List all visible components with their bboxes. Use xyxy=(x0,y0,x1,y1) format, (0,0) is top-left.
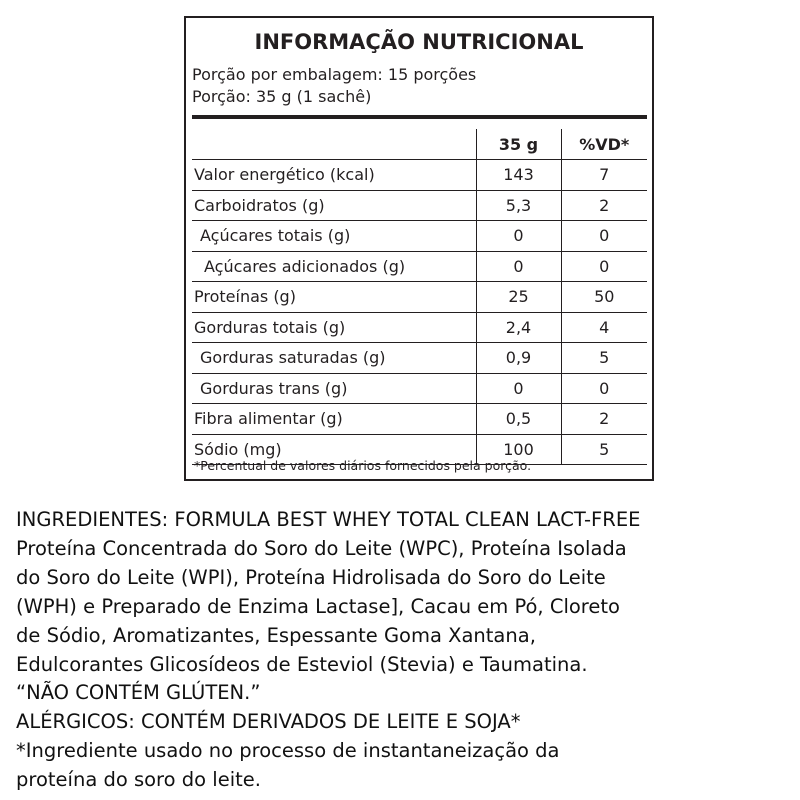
nutrition-facts-label xyxy=(184,16,654,481)
portion-info xyxy=(192,64,476,108)
ingredients-line: INGREDIENTES: FORMULA BEST WHEY TOTAL CLEAN LACT-FREE xyxy=(16,508,641,531)
row-amount: 0,5 xyxy=(476,404,561,435)
table-row xyxy=(192,312,647,343)
gluten-statement: “NÃO CONTÉM GLÚTEN.” xyxy=(16,681,261,705)
divider-thick xyxy=(192,115,647,119)
row-dv: 7 xyxy=(561,160,647,191)
header-amount: 35 g xyxy=(476,129,561,160)
table-row xyxy=(192,373,647,404)
serving-size: Porção: 35 g (1 sachê) xyxy=(192,87,372,106)
ingredients-text xyxy=(16,506,796,795)
row-amount: 25 xyxy=(476,282,561,313)
ingredients-line: do Soro do Leite (WPI), Proteína Hidrolisada do Soro do Leite xyxy=(16,565,606,589)
dv-footnote: *Percentual de valores diários fornecidos pela porção. xyxy=(194,458,532,473)
row-dv: 50 xyxy=(561,282,647,313)
header-dv: %VD* xyxy=(561,129,647,160)
table-row xyxy=(192,160,647,191)
ingredients-footnote-line: proteína do soro do leite. xyxy=(16,768,261,792)
nutrition-table xyxy=(192,129,647,465)
ingredients-line: (WPH) e Preparado de Enzima Lactase], Cacau em Pó, Cloreto xyxy=(16,594,620,618)
row-name: Açúcares adicionados (g) xyxy=(192,251,476,282)
row-amount: 0 xyxy=(476,251,561,282)
row-dv: 5 xyxy=(561,434,647,465)
ingredients-line: Edulcorantes Glicosídeos de Esteviol (Stevia) e Taumatina. xyxy=(16,652,588,676)
row-dv: 0 xyxy=(561,373,647,404)
row-dv: 5 xyxy=(561,343,647,374)
table-row xyxy=(192,343,647,374)
ingredients-line: de Sódio, Aromatizantes, Espessante Goma Xantana, xyxy=(16,623,536,647)
row-dv: 0 xyxy=(561,221,647,252)
table-row xyxy=(192,282,647,313)
table-header-row xyxy=(192,129,647,160)
row-amount: 100 xyxy=(476,434,561,465)
row-name: Fibra alimentar (g) xyxy=(192,404,476,435)
row-dv: 2 xyxy=(561,190,647,221)
row-name: Açúcares totais (g) xyxy=(192,221,476,252)
servings-per-package: Porção por embalagem: 15 porções xyxy=(192,65,477,84)
row-amount: 2,4 xyxy=(476,312,561,343)
table-row xyxy=(192,190,647,221)
row-name: Carboidratos (g) xyxy=(192,190,476,221)
row-dv: 4 xyxy=(561,312,647,343)
table-row xyxy=(192,404,647,435)
row-amount: 0 xyxy=(476,221,561,252)
row-dv: 2 xyxy=(561,404,647,435)
row-name: Gorduras saturadas (g) xyxy=(192,343,476,374)
row-amount: 0,9 xyxy=(476,343,561,374)
row-dv: 0 xyxy=(561,251,647,282)
row-amount: 143 xyxy=(476,160,561,191)
row-name: Gorduras totais (g) xyxy=(192,312,476,343)
row-name: Valor energético (kcal) xyxy=(192,160,476,191)
nutrition-title: INFORMAÇÃO NUTRICIONAL xyxy=(254,30,584,54)
ingredients-line: Proteína Concentrada do Soro do Leite (WPC), Proteína Isolada xyxy=(16,536,627,560)
table-row xyxy=(192,251,647,282)
allergen-statement: ALÉRGICOS: CONTÉM DERIVADOS DE LEITE E SOJA* xyxy=(16,710,521,734)
row-amount: 5,3 xyxy=(476,190,561,221)
table-row xyxy=(192,221,647,252)
row-amount: 0 xyxy=(476,373,561,404)
row-name: Sódio (mg) xyxy=(192,434,476,465)
row-name: Proteínas (g) xyxy=(192,282,476,313)
ingredients-footnote-line: *Ingrediente usado no processo de instantaneização da xyxy=(16,739,560,763)
header-empty xyxy=(192,129,476,160)
row-name: Gorduras trans (g) xyxy=(192,373,476,404)
